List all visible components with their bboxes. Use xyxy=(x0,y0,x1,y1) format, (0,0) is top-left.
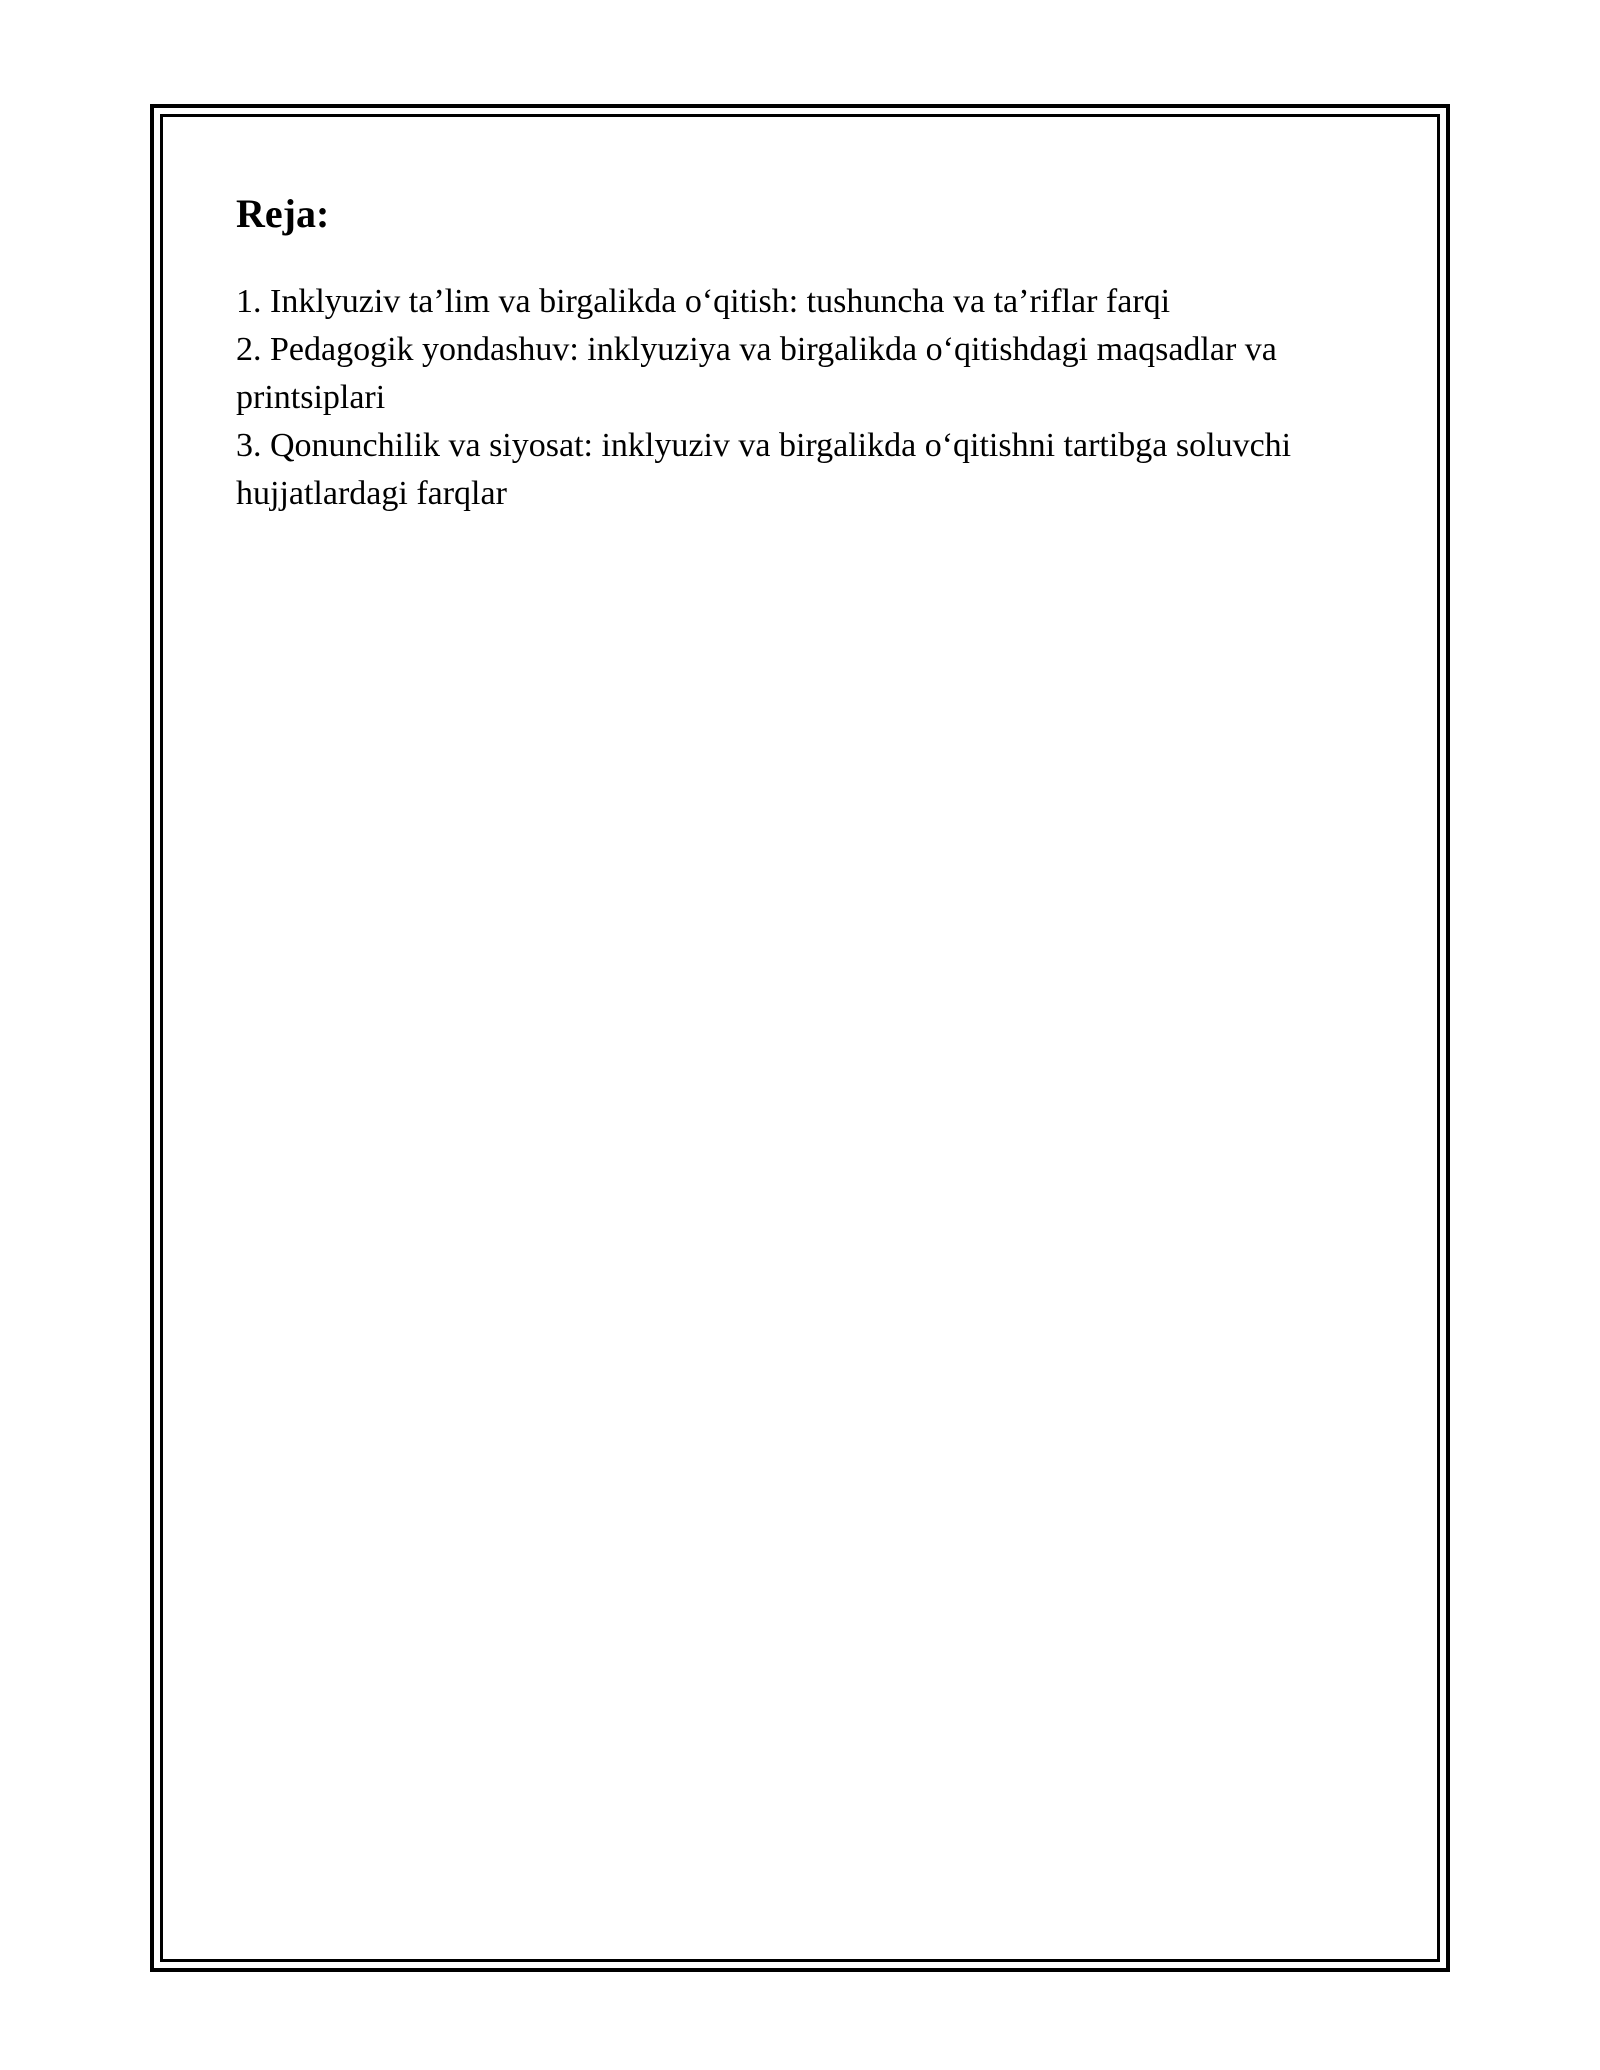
plan-item: 1. Inklyuziv ta’lim va birgalikda o‘qitish: tushuncha va ta’riflar farqi xyxy=(236,283,1171,320)
plan-heading: Reja: xyxy=(236,191,330,236)
plan-item: 2. Pedagogik yondashuv: inklyuziya va birgalikda o‘qitishdagi maqsadlar va printsiplari xyxy=(236,331,1277,416)
plan-item: 3. Qonunchilik va siyosat: inklyuziv va birgalikda o‘qitishni tartibga soluvchi hujjatlardagi farqlar xyxy=(236,427,1292,512)
plan-list xyxy=(236,278,1386,518)
page-content xyxy=(236,186,1386,518)
